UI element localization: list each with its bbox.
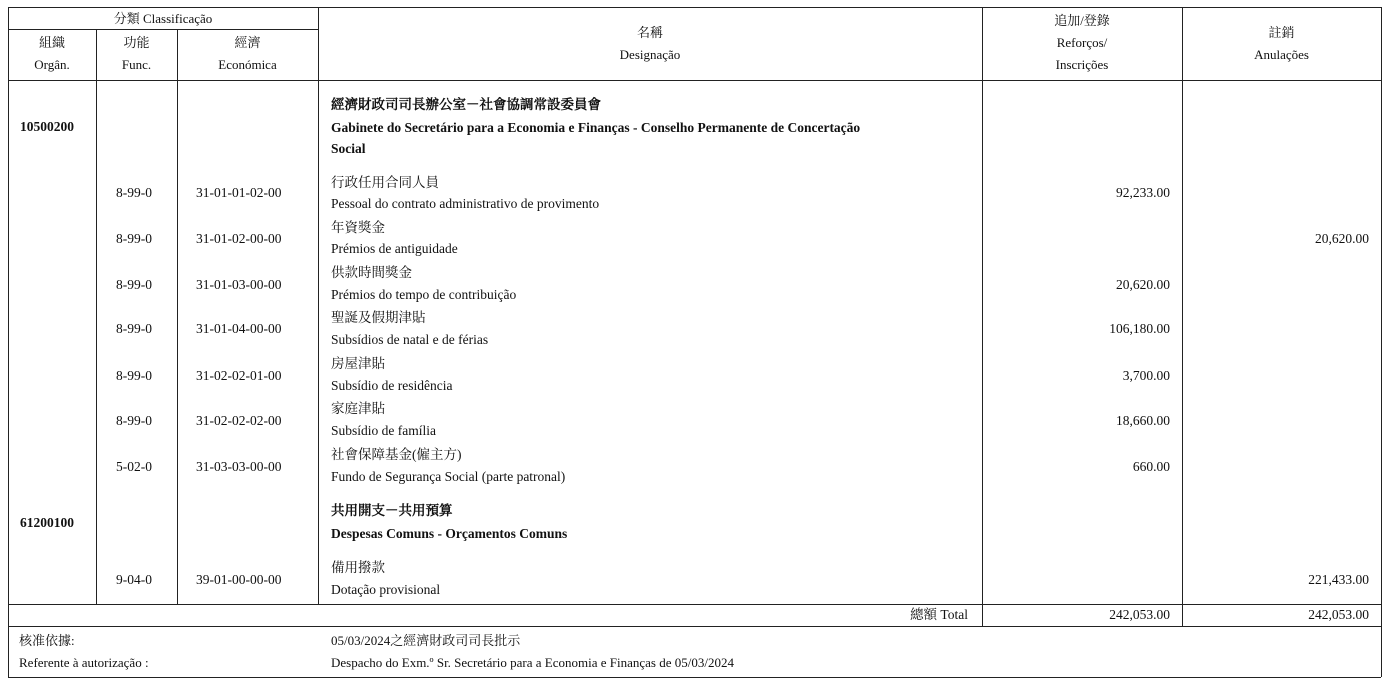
header-reforcos-pt2: Inscrições — [1055, 57, 1109, 72]
table-top-border — [8, 7, 1381, 8]
row-desig-zh: 行政任用合同人員 — [331, 175, 439, 190]
row-reforco: 660.00 — [1132, 459, 1170, 474]
row-reforco: 106,180.00 — [1109, 321, 1170, 336]
authorization-label-pt: Referente à autorização : — [19, 655, 149, 670]
row-desig-zh: 家庭津貼 — [331, 401, 385, 416]
row-desig-zh: 備用撥款 — [331, 560, 385, 575]
authorization-label-zh: 核准依據: — [19, 633, 75, 648]
row-econ: 31-02-02-02-00 — [196, 413, 282, 428]
row-desig-pt: Pessoal do contrato administrativo de provimento — [331, 196, 600, 211]
col-divider-reforcos — [1182, 7, 1183, 626]
row-reforco: 18,660.00 — [1116, 413, 1170, 428]
col-divider-econ — [318, 7, 319, 604]
row-func: 8-99-0 — [116, 277, 152, 292]
right-border — [1381, 7, 1382, 677]
header-reforcos-pt1: Reforços/ — [1056, 35, 1108, 50]
row-desig-zh: 房屋津貼 — [331, 356, 385, 371]
authorization-text-pt: Despacho do Exm.º Sr. Secretário para a Economia e Finanças de 05/03/2024 — [331, 655, 734, 670]
row-econ: 31-01-02-00-00 — [196, 231, 282, 246]
header-anul-zh: 註銷 — [1268, 25, 1295, 40]
section-code: 10500200 — [20, 119, 74, 134]
header-anul-pt: Anulações — [1254, 47, 1309, 62]
header-econ-pt: Económica — [218, 57, 277, 72]
total-reforcos: 242,053.00 — [1109, 607, 1170, 622]
row-econ: 31-01-03-00-00 — [196, 277, 282, 292]
total-top-border — [8, 604, 1381, 605]
header-organ-pt: Orgân. — [34, 57, 70, 72]
row-econ: 31-03-03-00-00 — [196, 459, 282, 474]
row-desig-zh: 社會保障基金(僱主方) — [331, 447, 462, 462]
section-title-pt: Despesas Comuns - Orçamentos Comuns — [331, 526, 568, 541]
section-title-pt: Gabinete do Secretário para a Economia e Finanças - Conselho Permanente de Concertação — [331, 120, 861, 135]
row-func: 8-99-0 — [116, 413, 152, 428]
row-func: 8-99-0 — [116, 185, 152, 200]
row-econ: 31-02-02-01-00 — [196, 368, 282, 383]
row-reforco: 3,700.00 — [1122, 368, 1170, 383]
row-econ: 31-01-01-02-00 — [196, 185, 282, 200]
table-bottom-border — [8, 677, 1381, 678]
header-econ-zh: 經濟 — [234, 35, 261, 50]
row-func: 5-02-0 — [116, 459, 152, 474]
row-desig-pt: Subsídio de residência — [331, 378, 453, 393]
total-bottom-border — [8, 626, 1381, 627]
header-bottom-border — [8, 80, 1381, 81]
header-classification: 分類 Classificação — [113, 11, 213, 26]
authorization-text-zh: 05/03/2024之經濟財政司司長批示 — [331, 633, 521, 648]
row-func: 8-99-0 — [116, 231, 152, 246]
header-desig-zh: 名稱 — [636, 25, 663, 40]
section-title-zh: 經濟財政司司長辦公室－社會協調常設委員會 — [331, 97, 601, 112]
row-econ: 39-01-00-00-00 — [196, 572, 282, 587]
classification-divider — [8, 29, 318, 30]
header-func-pt: Func. — [121, 57, 152, 72]
row-desig-zh: 聖誕及假期津貼 — [331, 310, 426, 325]
row-desig-zh: 年資獎金 — [331, 220, 385, 235]
row-func: 8-99-0 — [116, 368, 152, 383]
total-label: 總額 Total — [910, 607, 968, 622]
row-desig-pt: Subsídios de natal e de férias — [331, 332, 489, 347]
header-reforcos-zh: 追加/登錄 — [1054, 13, 1110, 28]
row-desig-pt: Prémios de antiguidade — [331, 241, 458, 256]
section-title-pt-cont: Social — [331, 141, 366, 156]
row-func: 8-99-0 — [116, 321, 152, 336]
row-anulacao: 221,433.00 — [1308, 572, 1369, 587]
header-func-zh: 功能 — [123, 35, 150, 50]
row-reforco: 92,233.00 — [1116, 185, 1170, 200]
row-anulacao: 20,620.00 — [1315, 231, 1369, 246]
total-anulacoes: 242,053.00 — [1308, 607, 1369, 622]
row-econ: 31-01-04-00-00 — [196, 321, 282, 336]
left-border — [8, 7, 9, 677]
row-desig-zh: 供款時間獎金 — [331, 265, 412, 280]
row-desig-pt: Subsídio de família — [331, 423, 436, 438]
row-desig-pt: Dotação provisional — [331, 582, 441, 597]
header-desig-pt: Designação — [619, 47, 681, 62]
section-title-zh: 共用開支－共用預算 — [331, 503, 453, 518]
section-code: 61200100 — [20, 515, 74, 530]
row-func: 9-04-0 — [116, 572, 152, 587]
row-desig-pt: Prémios do tempo de contribuição — [331, 287, 517, 302]
row-reforco: 20,620.00 — [1116, 277, 1170, 292]
col-divider-desig — [982, 7, 983, 626]
header-organ-zh: 組織 — [38, 35, 65, 50]
col-divider-func — [177, 29, 178, 604]
col-divider-organ — [96, 29, 97, 604]
row-desig-pt: Fundo de Segurança Social (parte patronal) — [331, 469, 566, 484]
